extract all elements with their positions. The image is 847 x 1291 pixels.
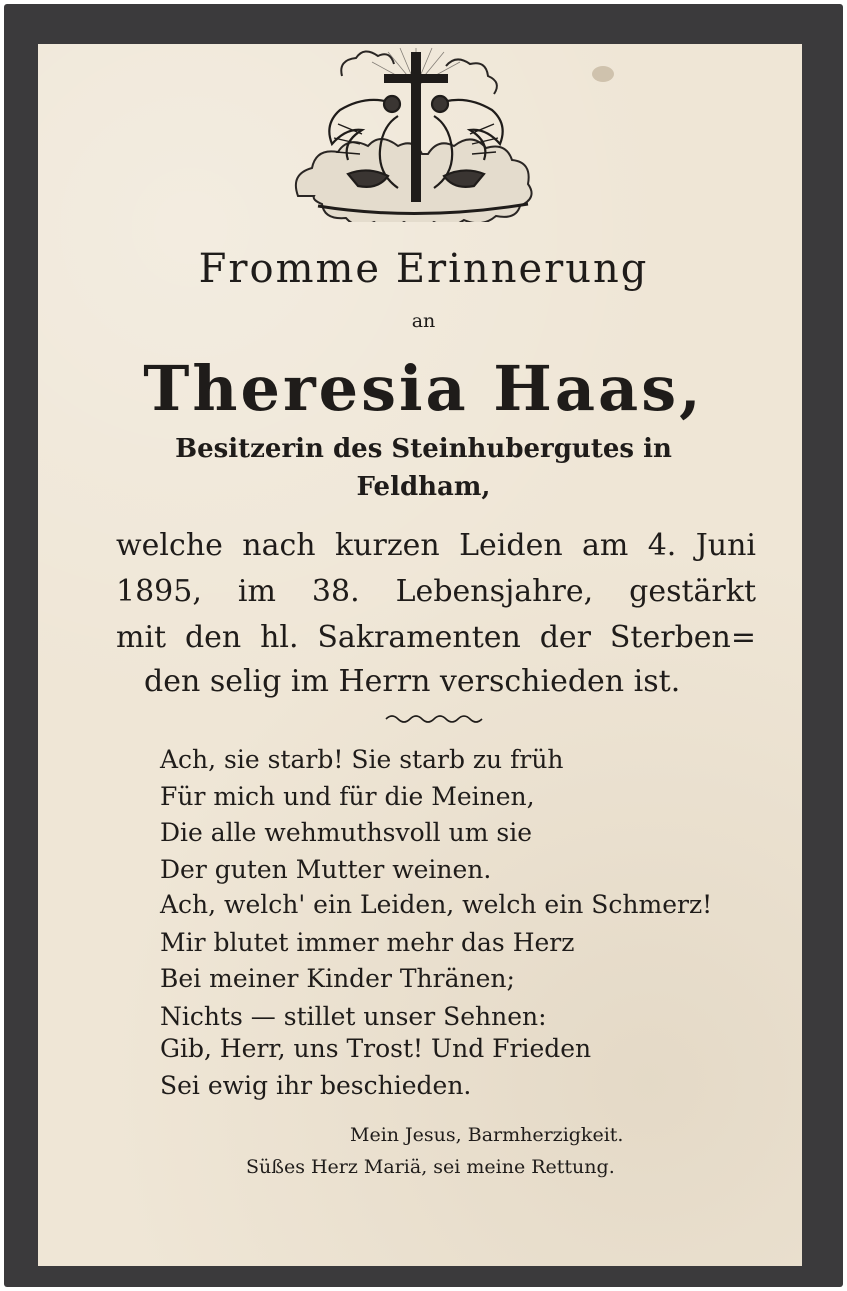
prayer-line: Süßes Herz Mariä, sei meine Rettung. (246, 1156, 615, 1178)
body-line: den selig im Herrn verschieden ist. (144, 664, 681, 699)
preposition: an (411, 310, 436, 332)
prayer-line: Mein Jesus, Barmherzigkeit. (350, 1124, 624, 1146)
deceased-name: Theresia Haas, (143, 352, 704, 425)
verse-line: Gib, Herr, uns Trost! Und Frieden (160, 1034, 592, 1063)
body-line: welche nach kurzen Leiden am 4. Juni (116, 528, 756, 563)
occupation-line: Besitzerin des Steinhubergutes in (175, 434, 672, 464)
verse-line: Bei meiner Kinder Thränen; (160, 964, 515, 993)
card-heading: Fromme Erinnerung (198, 246, 649, 292)
verse-line: Für mich und für die Meinen, (160, 782, 535, 811)
body-line: 1895, im 38. Lebensjahre, gestärkt (116, 574, 756, 609)
verse-line: Mir blutet immer mehr das Herz (160, 928, 575, 957)
verse-line: Der guten Mutter weinen. (160, 855, 492, 884)
wavy-divider (384, 712, 488, 726)
paper-stain (592, 66, 614, 82)
verse-line: Ach, sie starb! Sie starb zu früh (160, 745, 564, 774)
verse-line: Ach, welch' ein Leiden, welch ein Schmerz! (160, 890, 713, 919)
cross-with-angels-icon (288, 46, 556, 222)
verse-line: Die alle wehmuthsvoll um sie (160, 818, 532, 847)
verse-line: Sei ewig ihr beschieden. (160, 1071, 472, 1100)
body-line: mit den hl. Sakramenten der Sterben= (116, 620, 756, 655)
verse-line: Nichts — stillet unser Sehnen: (160, 1002, 547, 1031)
place-line: Feldham, (356, 472, 491, 502)
